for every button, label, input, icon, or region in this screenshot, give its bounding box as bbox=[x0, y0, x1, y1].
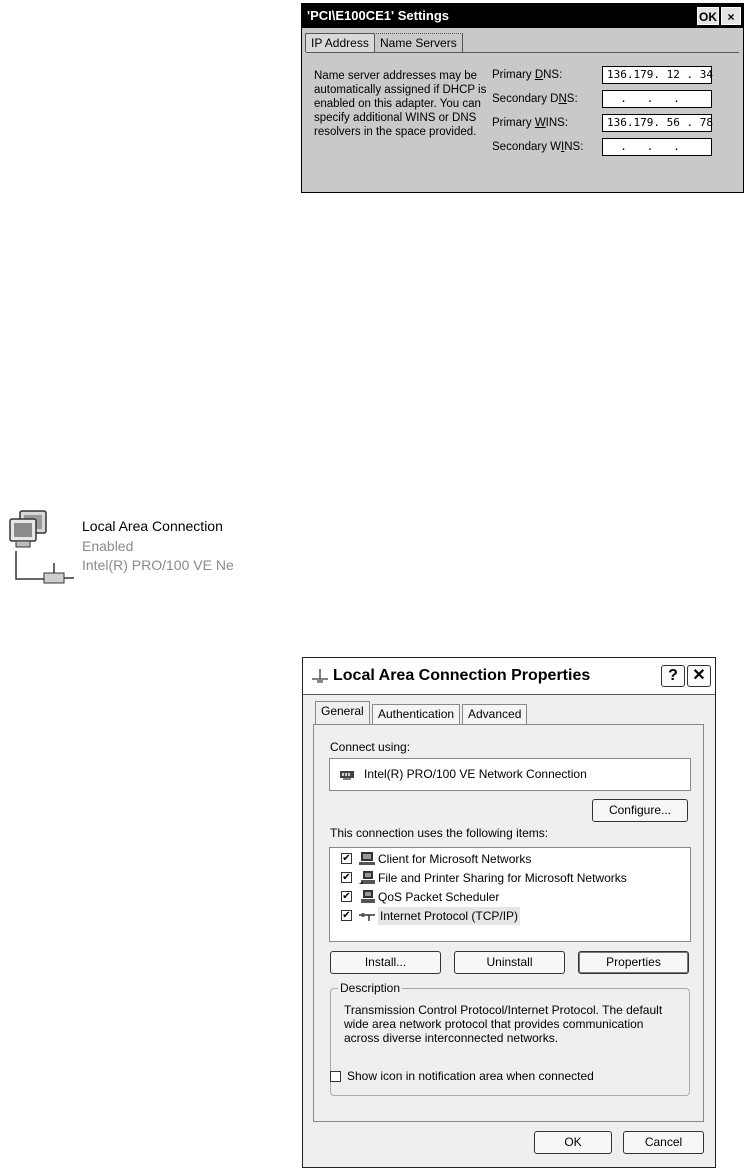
secondary-wins-label: Secondary WINS: bbox=[492, 141, 584, 153]
props-title: Local Area Connection Properties bbox=[333, 667, 591, 684]
pci-title: 'PCI\E100CE1' Settings bbox=[307, 8, 450, 23]
tab-name-servers-label: Name Servers bbox=[380, 36, 457, 50]
description-label: Description bbox=[340, 981, 401, 995]
pci-title-bar bbox=[302, 4, 743, 28]
lan-properties-dialog bbox=[302, 657, 716, 1168]
protocol-icon bbox=[359, 909, 375, 923]
properties-button[interactable]: Properties bbox=[578, 951, 689, 974]
ok-button[interactable]: OK bbox=[534, 1131, 612, 1154]
pci-tab-panel bbox=[306, 52, 739, 188]
install-button[interactable]: Install... bbox=[330, 951, 441, 974]
qos-label: QoS Packet Scheduler bbox=[378, 890, 500, 904]
primary-dns-label: Primary DNS: bbox=[492, 69, 563, 81]
components-list[interactable] bbox=[329, 847, 691, 942]
tab-general-label: General bbox=[321, 704, 364, 718]
primary-wins-field[interactable]: 136.179. 56 . 78 bbox=[602, 114, 712, 132]
pci-close-button[interactable]: × bbox=[721, 7, 741, 25]
sharing-label: File and Printer Sharing for Microsoft Networks bbox=[378, 871, 627, 885]
scheduler-icon bbox=[359, 890, 375, 904]
primary-dns-field[interactable]: 136.179. 12 . 34 bbox=[602, 66, 712, 84]
tab-advanced-label: Advanced bbox=[468, 707, 522, 721]
props-title-bar bbox=[303, 658, 715, 695]
connection-status: Enabled bbox=[82, 538, 134, 554]
network-connection-icon bbox=[311, 668, 329, 684]
primary-wins-label: Primary WINS: bbox=[492, 117, 569, 129]
sharing-checkbox[interactable]: ✔ bbox=[342, 872, 351, 883]
name-server-description: Name server addresses may be automatically assigned if DHCP is enabled on this adapter. You can specify additional WINS or DNS resolvers in the space provided. bbox=[314, 70, 487, 138]
local-area-connection-item[interactable] bbox=[0, 505, 245, 591]
uninstall-button[interactable]: Uninstall bbox=[454, 951, 565, 974]
sharing-icon bbox=[359, 871, 375, 885]
secondary-dns-field[interactable]: . . . bbox=[602, 90, 712, 108]
client-icon bbox=[359, 852, 375, 866]
network-adapter-icon bbox=[340, 769, 356, 781]
tab-authentication[interactable] bbox=[372, 704, 460, 724]
connection-name: Local Area Connection bbox=[82, 518, 223, 534]
qos-checkbox[interactable]: ✔ bbox=[342, 891, 351, 902]
secondary-wins-field[interactable]: . . . bbox=[602, 138, 712, 156]
client-checkbox[interactable]: ✔ bbox=[342, 853, 351, 864]
pci-ok-button[interactable]: OK bbox=[697, 7, 719, 25]
tcpip-checkbox[interactable]: ✔ bbox=[342, 910, 351, 921]
tab-name-servers[interactable] bbox=[374, 33, 463, 53]
description-text: Transmission Control Protocol/Internet Protocol. The default wide area network protocol that provides communication across diverse interconnected networks. bbox=[344, 1003, 663, 1045]
tab-advanced[interactable] bbox=[462, 704, 527, 724]
client-label: Client for Microsoft Networks bbox=[378, 852, 532, 866]
pci-settings-dialog bbox=[301, 3, 744, 193]
adapter-box bbox=[329, 758, 691, 791]
close-button[interactable]: ✕ bbox=[687, 665, 711, 687]
secondary-dns-label: Secondary DNS: bbox=[492, 93, 578, 105]
cancel-button[interactable]: Cancel bbox=[623, 1131, 704, 1154]
tab-authentication-label: Authentication bbox=[378, 707, 455, 721]
tab-ip-address[interactable] bbox=[305, 33, 375, 52]
items-label: This connection uses the following items: bbox=[330, 826, 549, 840]
connection-device: Intel(R) PRO/100 VE Ne bbox=[82, 557, 234, 573]
help-button[interactable]: ? bbox=[661, 665, 685, 687]
configure-button[interactable]: Configure... bbox=[592, 799, 688, 822]
tab-ip-address-label: IP Address bbox=[311, 36, 369, 50]
show-icon-label: Show icon in notification area when connected bbox=[347, 1069, 594, 1083]
tcpip-label: Internet Protocol (TCP/IP) bbox=[380, 909, 519, 923]
connect-using-label: Connect using: bbox=[330, 740, 411, 754]
network-connection-icon bbox=[6, 509, 76, 587]
adapter-name: Intel(R) PRO/100 VE Network Connection bbox=[364, 767, 587, 781]
show-icon-checkbox[interactable] bbox=[330, 1071, 341, 1082]
tab-general[interactable] bbox=[315, 701, 370, 725]
